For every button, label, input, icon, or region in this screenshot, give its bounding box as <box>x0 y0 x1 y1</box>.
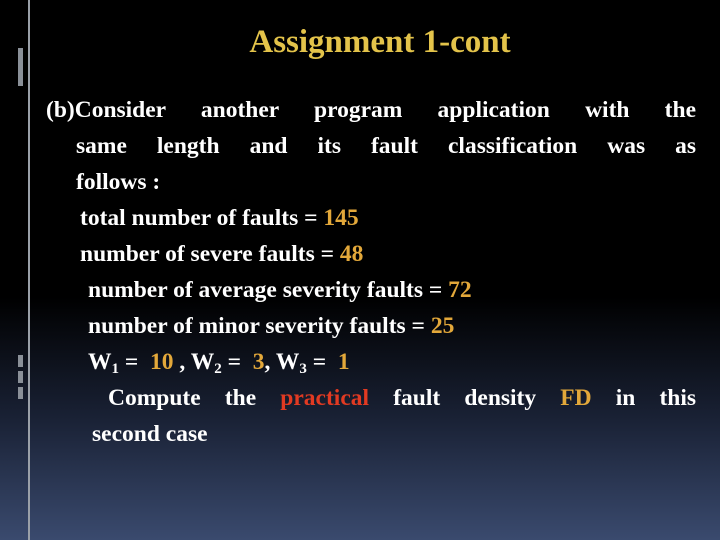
severe-faults-value: 48 <box>339 241 364 267</box>
severe-faults-label: number of severe faults = <box>80 241 340 267</box>
minor-faults-value: 25 <box>430 313 455 339</box>
w3-subscript: 3 <box>299 361 307 377</box>
left-accent-block <box>18 355 23 367</box>
w3-value: 1 <box>337 349 350 375</box>
compute-line <box>46 380 696 416</box>
w3-symbol: W <box>275 349 300 375</box>
practical-highlight: practical <box>280 385 370 411</box>
left-accent-block <box>18 387 23 399</box>
intro-line: follows : <box>76 169 161 195</box>
slide-body <box>46 92 696 452</box>
intro-paragraph <box>46 92 696 200</box>
fd-highlight: FD <box>560 385 592 411</box>
compute-middle: fault density <box>393 385 537 411</box>
average-faults-label: number of average severity faults = <box>88 277 449 303</box>
w1-subscript: 1 <box>111 361 119 377</box>
w1-symbol: W <box>88 349 112 375</box>
w2-subscript: 2 <box>214 361 222 377</box>
w1-value: 10 <box>150 349 174 375</box>
average-faults-value: 72 <box>448 277 472 303</box>
severe-faults-line <box>46 236 696 272</box>
minor-faults-label: number of minor severity faults = <box>88 313 431 339</box>
total-faults-label: total number of faults = <box>80 205 324 231</box>
total-faults-value: 145 <box>323 205 359 231</box>
compute-prefix: Compute the <box>108 385 257 411</box>
compute-line-2: second case <box>92 421 208 447</box>
left-divider-line <box>28 0 30 540</box>
average-faults-line <box>46 272 696 308</box>
intro-line: (b)Consider another program application with the <box>46 97 696 123</box>
w2-symbol: W <box>190 349 215 375</box>
intro-line: same length and its fault classification was as <box>76 133 696 159</box>
w2-value: 3 <box>252 349 265 375</box>
minor-faults-line <box>46 308 696 344</box>
weights-line: $W_1 = 10$ , $W_2 = 3$, $W_3 = 1$ <box>88 349 350 377</box>
total-faults-line <box>46 200 696 236</box>
slide-title: Assignment 1-cont <box>249 24 511 60</box>
left-accent-block <box>18 371 23 383</box>
compute-suffix: in this <box>615 385 697 411</box>
